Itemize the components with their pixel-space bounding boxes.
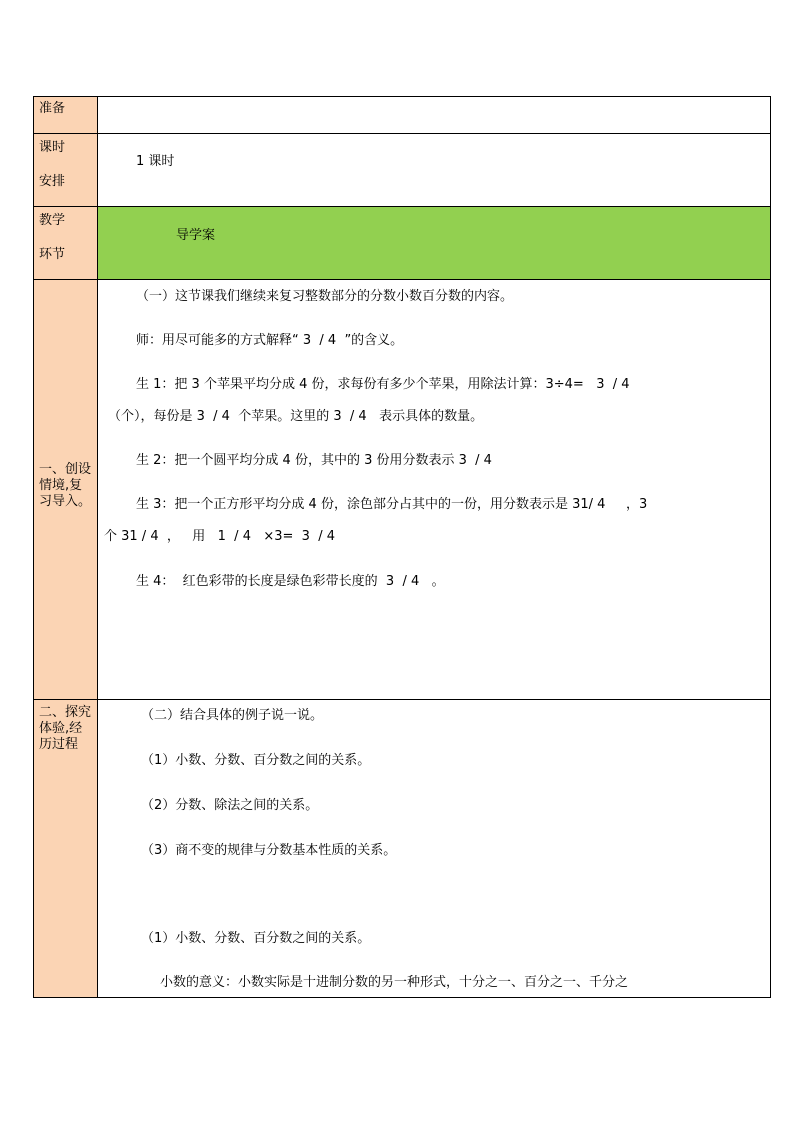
row-section-1 — [34, 280, 771, 700]
schedule-value: 1 课时 — [136, 154, 175, 169]
content-cell-guided-plan — [98, 207, 771, 280]
label-cell-teaching-stage — [34, 207, 98, 280]
label-section-2: 二、探究体验,经历过程 — [39, 705, 92, 752]
paragraph: （个），每份是 3 / 4 个苹果。这里的 3 / 4 表示具体的数量。 — [108, 409, 484, 424]
paragraph: （2）分数、除法之间的关系。 — [141, 798, 319, 813]
lesson-plan-table — [33, 96, 771, 998]
row-preparation — [34, 97, 771, 134]
label-teaching-stage-line-1: 教学 — [39, 213, 66, 228]
paragraph: （二）结合具体的例子说一说。 — [141, 708, 324, 723]
label-cell-preparation — [34, 97, 98, 134]
paragraph: 生 4： 红色彩带的长度是绿色彩带长度的 3 / 4 。 — [136, 574, 445, 589]
paragraph: 师：用尽可能多的方式解释“ 3 / 4 ”的含义。 — [136, 333, 404, 348]
label-cell-section-1 — [34, 280, 98, 700]
guided-plan-title: 导学案 — [176, 228, 216, 243]
paragraph: （一）这节课我们继续来复习整数部分的分数小数百分数的内容。 — [136, 289, 514, 304]
content-cell-schedule — [98, 134, 771, 207]
row-teaching-stage — [34, 207, 771, 280]
paragraph: （3）商不变的规律与分数基本性质的关系。 — [141, 843, 397, 858]
label-section-1: 一、创设情境,复习导入。 — [39, 461, 92, 509]
paragraph: （1）小数、分数、百分数之间的关系。 — [141, 931, 371, 946]
paragraph: 小数的意义：小数实际是十进制分数的另一种形式，十分之一、百分之一、千分之 — [160, 975, 629, 990]
row-schedule — [34, 134, 771, 207]
paragraph: 生 2：把一个圆平均分成 4 份，其中的 3 份用分数表示 3 / 4 — [136, 453, 492, 468]
content-cell-section-1 — [98, 280, 771, 700]
label-schedule-line-1: 课时 — [39, 140, 66, 155]
row-section-2 — [34, 700, 771, 998]
label-teaching-stage-line-2: 环节 — [39, 247, 66, 262]
paragraph: 生 1：把 3 个苹果平均分成 4 份，求每份有多少个苹果，用除法计算：3÷4= 3 / 4 — [136, 377, 630, 392]
content-cell-preparation — [98, 97, 771, 134]
label-schedule-line-2: 安排 — [39, 174, 66, 189]
paragraph: （1）小数、分数、百分数之间的关系。 — [141, 753, 371, 768]
paragraph: 个 31 / 4 ， 用 1 / 4 ×3= 3 / 4 — [104, 529, 336, 544]
content-cell-section-2 — [98, 700, 771, 998]
label-cell-schedule — [34, 134, 98, 207]
label-cell-section-2 — [34, 700, 98, 998]
label-preparation: 准备 — [39, 101, 66, 116]
paragraph: 生 3：把一个正方形平均分成 4 份，涂色部分占其中的一份，用分数表示是 31/ 4 ，3 — [136, 497, 648, 512]
